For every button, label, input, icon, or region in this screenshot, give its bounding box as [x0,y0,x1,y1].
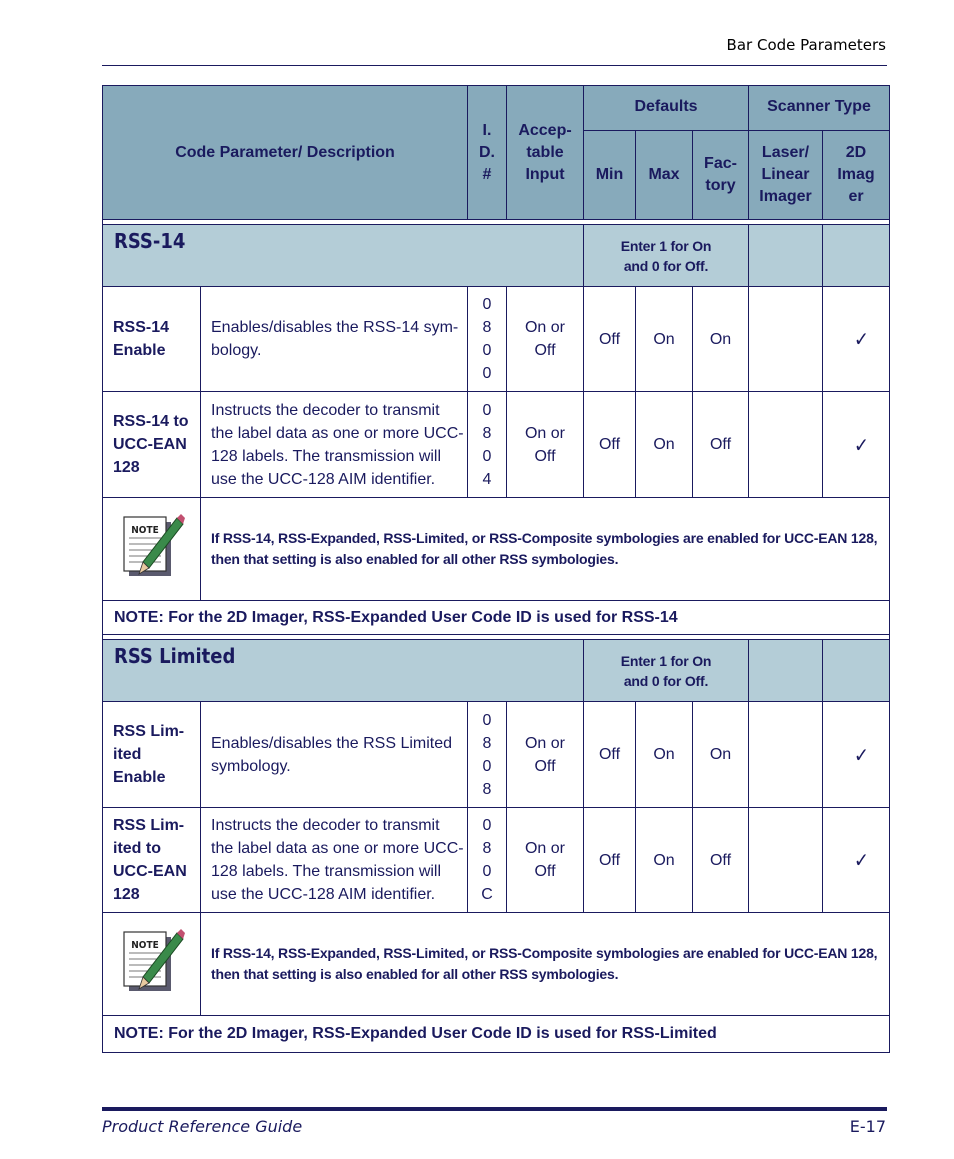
check-icon: ✓ [823,392,890,498]
param-id: 0 8 0 8 [468,702,507,808]
section-title: RSS-14 [103,225,584,287]
note-icon-label: NOTE [130,939,159,951]
imager-note: NOTE: For the 2D Imager, RSS-Expanded User Code ID is used for RSS-Limited [103,1016,890,1053]
param-name: RSS-14 Enable [103,287,201,392]
running-title: Bar Code Parameters [726,36,886,54]
param-description: Enables/disables the RSS Limited symbology. [201,702,468,808]
col-scanner-type: Scanner Type [749,86,890,131]
header-row-1 [103,86,890,131]
param-min: Off [584,287,636,392]
param-min: Off [584,702,636,808]
check-icon: ✓ [823,808,890,913]
param-name: RSS-14 to UCC-EAN 128 [103,392,201,498]
header-rule [102,65,887,66]
note-row [103,913,890,1016]
param-laser [749,702,823,808]
footer-rule [102,1107,887,1111]
param-max: On [636,287,693,392]
note-icon [103,913,201,1016]
note-text: If RSS-14, RSS-Expanded, RSS-Limited, or RSS-Composite symbologies are enabled for UCC-EAN 128, then that setting is also enabled for all other RSS symbologies. [201,498,890,601]
param-name: RSS Lim- ited Enable [103,702,201,808]
section-title: RSS Limited [103,640,584,702]
table-row [103,287,890,392]
param-laser [749,287,823,392]
param-description: Instructs the decoder to transmit the label data as one or more UCC- 128 labels. The transmission will use the UCC-128 AIM identifier. [201,392,468,498]
param-id: 0 8 0 0 [468,287,507,392]
section-enter-note: Enter 1 for On and 0 for Off. [584,640,749,702]
check-icon: ✓ [823,702,890,808]
param-factory: On [693,702,749,808]
param-factory: On [693,287,749,392]
table-row [103,392,890,498]
table-row [103,702,890,808]
col-min: Min [584,131,636,220]
param-min: Off [584,808,636,913]
imager-note: NOTE: For the 2D Imager, RSS-Expanded User Code ID is used for RSS-14 [103,601,890,635]
table-row [103,808,890,913]
note-icon [103,498,201,601]
param-max: On [636,392,693,498]
note-pencil-icon [117,510,187,584]
param-acceptable: On or Off [507,702,584,808]
section-header-rss-limited [103,640,890,702]
note-row [103,498,890,601]
col-code-parameter: Code Parameter/ Description [103,86,468,220]
col-defaults: Defaults [584,86,749,131]
param-min: Off [584,392,636,498]
col-factory: Fac- tory [693,131,749,220]
guide-title: Product Reference Guide [102,1117,303,1136]
param-laser [749,392,823,498]
col-max: Max [636,131,693,220]
param-name: RSS Lim- ited to UCC-EAN 128 [103,808,201,913]
section-header-rss14 [103,225,890,287]
col-laser-linear-imager: Laser/ Linear Imager [749,131,823,220]
param-acceptable: On or Off [507,808,584,913]
param-description: Enables/disables the RSS-14 sym- bology. [201,287,468,392]
col-acceptable-input: Accep- table Input [507,86,584,220]
param-id: 0 8 0 4 [468,392,507,498]
param-max: On [636,808,693,913]
note-icon-label: NOTE [130,524,159,536]
param-laser [749,808,823,913]
parameter-table [102,85,890,1053]
col-id: I. D. # [468,86,507,220]
imager-note-row [103,601,890,635]
param-acceptable: On or Off [507,287,584,392]
note-text: If RSS-14, RSS-Expanded, RSS-Limited, or RSS-Composite symbologies are enabled for UCC-EAN 128, then that setting is also enabled for all other RSS symbologies. [201,913,890,1016]
param-factory: Off [693,808,749,913]
note-pencil-icon [117,925,187,999]
imager-note-row [103,1016,890,1053]
page-number: E-17 [849,1117,886,1136]
param-description: Instructs the decoder to transmit the label data as one or more UCC- 128 labels. The transmission will use the UCC-128 AIM identifier. [201,808,468,913]
col-2d-imager: 2D Imag er [823,131,890,220]
param-acceptable: On or Off [507,392,584,498]
section-enter-note: Enter 1 for On and 0 for Off. [584,225,749,287]
check-icon: ✓ [823,287,890,392]
param-factory: Off [693,392,749,498]
param-max: On [636,702,693,808]
param-id: 0 8 0 C [468,808,507,913]
